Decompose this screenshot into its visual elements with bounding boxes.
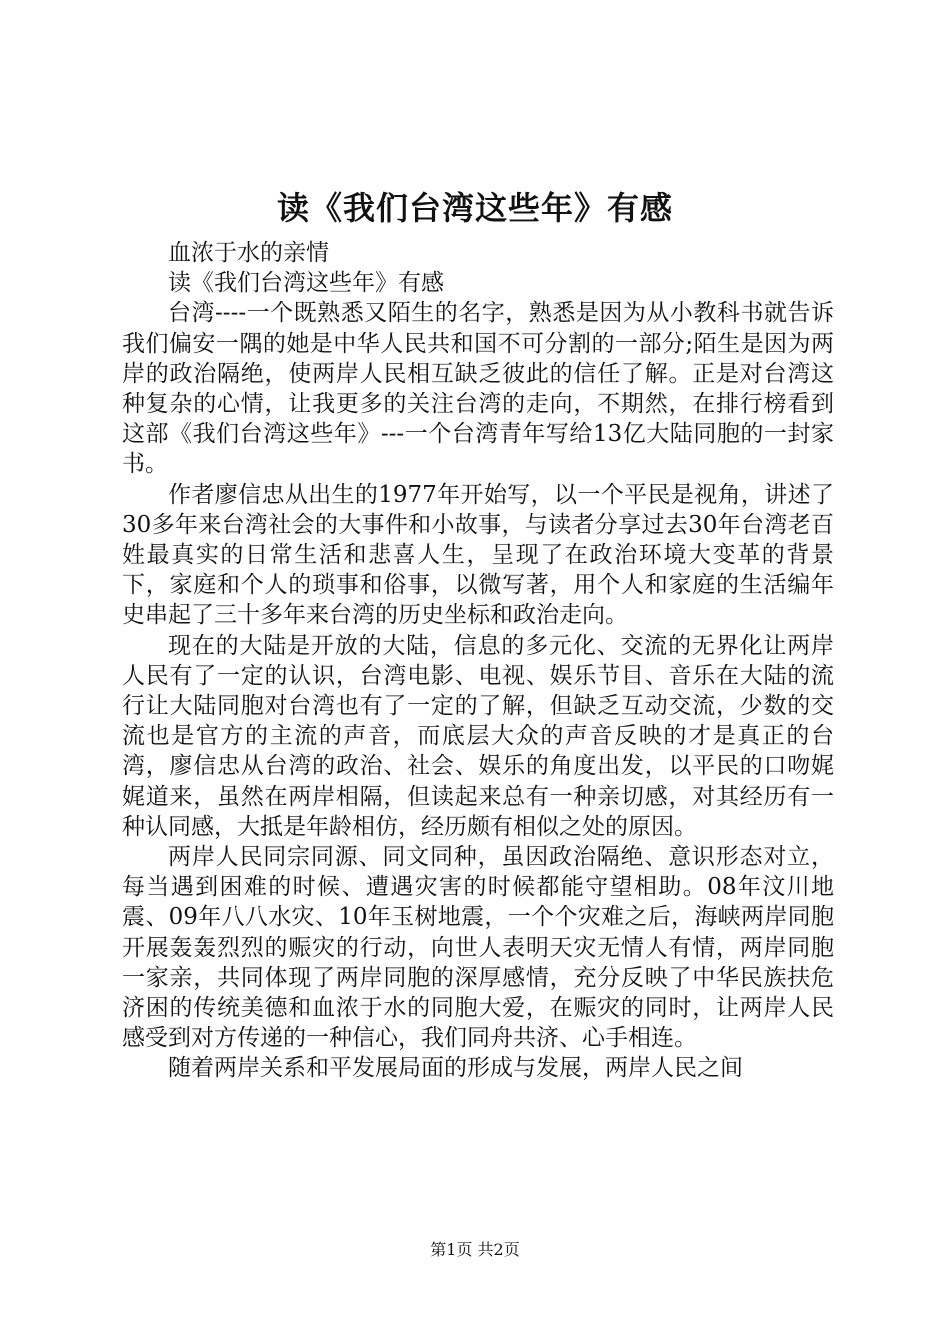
paragraph-subtitle: 血浓于水的亲情	[168, 240, 329, 266]
paragraph: 随着两岸关系和平发展局面的形成与发展，两岸人民之间	[168, 1055, 743, 1082]
paragraph: 台湾----一个既熟悉又陌生的名字，熟悉是因为从小教科书就告诉我们偏安一隅的她是中华人民共和国不可分割的一部分;陌生是因为两岸的政治隔绝，使两岸人民相互缺乏彼此的信任了解。正是对台湾这种复杂的心情，让我更多的关注台湾的走向，不期然，在排行榜看到这部《我们台湾这些年》---一个台湾青年写给13亿大陆同胞的一封家书。	[122, 300, 834, 478]
paragraph: 现在的大陆是开放的大陆，信息的多元化、交流的无界化让两岸人民有了一定的认识，台湾电影、电视、娱乐节目、音乐在大陆的流行让大陆同胞对台湾也有了一定的了解，但缺乏互动交流，少数的交流也是官方的主流的声音，而底层大众的声音反映的才是真正的台湾，廖信忠从台湾的政治、社会、娱乐的角度出发，以平民的口吻娓娓道来，虽然在两岸相隔，但读起来总有一种亲切感，对其经历有一种认同感，大抵是年龄相仿，经历颇有相似之处的原因。	[122, 632, 834, 840]
document-title: 读《我们台湾这些年》有感	[276, 189, 673, 227]
paragraph: 两岸人民同宗同源、同文同种，虽因政治隔绝、意识形态对立，每当遇到困难的时候、遭遇灾害的时候都能守望相助。08年汶川地震、09年八八水灾、10年玉树地震，一个个灾难之后，海峡两岸同胞开展轰轰烈烈的赈灾的行动，向世人表明天灾无情人有情，两岸同胞一家亲，共同体现了两岸同胞的深厚感情，充分反映了中华民族扶危济困的传统美德和血浓于水的同胞大爱，在赈灾的同时，让两岸人民感受到对方传递的一种信心，我们同舟共济、心手相连。	[122, 844, 834, 1052]
document-body	[122, 238, 834, 1084]
page-footer: 第1页 共2页	[430, 1240, 520, 1259]
paragraph-heading: 读《我们台湾这些年》有感	[168, 270, 444, 297]
paragraph: 作者廖信忠从出生的1977年开始写，以一个平民是视角，讲述了30多年来台湾社会的大事件和小故事，与读者分享过去30年台湾老百姓最真实的日常生活和悲喜人生，呈现了在政治环境大变革的背景下，家庭和个人的琐事和俗事，以微写著，用个人和家庭的生活编年史串起了三十多年来台湾的历史坐标和政治走向。	[122, 481, 834, 629]
